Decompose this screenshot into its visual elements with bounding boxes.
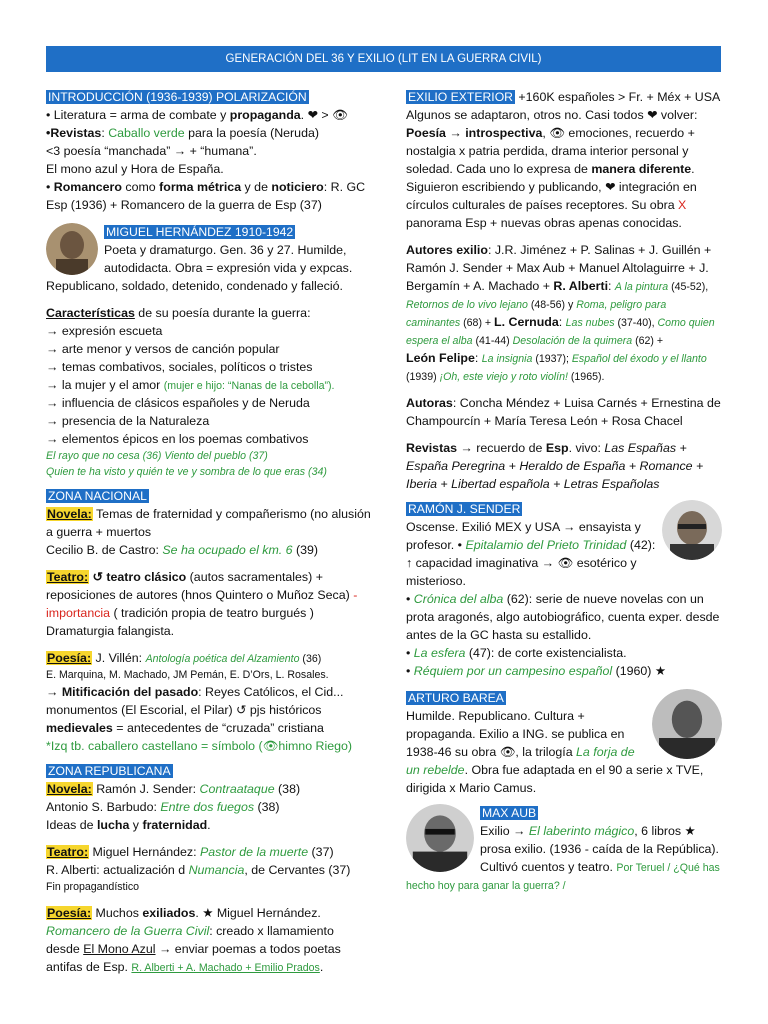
- text-green: Como quien espera el alba: [406, 317, 715, 347]
- intro-line: [46, 178, 371, 214]
- text-bold: propaganda: [229, 108, 301, 122]
- text-green: Las nubes: [565, 317, 615, 329]
- zona-nacional-header: ZONA NACIONAL: [48, 489, 147, 503]
- eye-icon: 👁: [557, 556, 574, 570]
- text: Ideas de: [46, 818, 97, 832]
- text-underline: El Mono Azul: [83, 942, 156, 956]
- aub-photo: [406, 804, 474, 872]
- text-bold: León Felipe: [406, 351, 475, 365]
- label-highlight: Novela:: [47, 507, 92, 521]
- eye-icon: 👁: [499, 745, 516, 759]
- text-green: R. Alberti + A. Machado + Emilio Prados: [131, 962, 320, 974]
- text: Antonio S. Barbudo:: [46, 800, 161, 814]
- sender-photo: [662, 500, 722, 560]
- text: para la poesía (Neruda): [184, 126, 319, 140]
- text: . vivo:: [568, 441, 605, 455]
- text-italic: Las Españas + España Peregrina + Heraldo de España + Romance + Iberia + Libertad española + Letras Españolas: [406, 441, 704, 491]
- text-green: Se ha ocupado el km. 6: [162, 543, 293, 557]
- text: . ★ Miguel Hernández.: [195, 906, 321, 920]
- heart-icon: ❤: [647, 108, 658, 122]
- sender-header: RAMÓN J. SENDER: [408, 502, 521, 516]
- characteristics-section: [46, 304, 371, 480]
- text: :: [474, 351, 482, 365]
- zn-novela: [46, 505, 371, 541]
- text: : creado x llamamiento desde: [46, 924, 334, 956]
- zr-teatro-note: Fin propagandístico: [46, 881, 140, 893]
- text: : Reyes Católicos, el Cid... monumentos (El Escorial, el Pilar) ↺ pjs históricos: [46, 685, 344, 717]
- text: :: [558, 315, 566, 329]
- eye-icon: 👁: [262, 739, 279, 753]
- text-green: A la pintura: [614, 281, 669, 293]
- text-green: (mujer e hijo: “Nanas de la cebolla”).: [163, 380, 335, 392]
- text: (68) +: [460, 317, 495, 329]
- text: :: [608, 279, 615, 293]
- text: esotérico y misterioso.: [406, 556, 637, 588]
- intro-line: [46, 106, 371, 124]
- barea-header: ARTURO BAREA: [408, 691, 504, 705]
- text-green: Réquiem por un campesino español: [413, 664, 613, 678]
- text-green: himno Riego): [278, 739, 353, 753]
- text: (62): serie de nueve novelas con un prota aragonés, algo autobiográfico, cuenta exper. desde antes de la GC hasta su estallido.: [406, 592, 720, 642]
- text: volver:: [657, 108, 698, 122]
- text: ( tradición propia de teatro burgués ): [110, 606, 314, 620]
- text-green: El laberinto mágico: [528, 824, 635, 838]
- heart-icon: ❤: [307, 108, 318, 122]
- miguel-hernandez-section: [46, 223, 371, 295]
- text: → la mujer y el amor: [46, 378, 164, 392]
- exilio-poesia: [406, 124, 722, 232]
- text: Cecilio B. de Castro:: [46, 543, 163, 557]
- eye-icon: 👁: [549, 126, 565, 140]
- zr-teatro-line: [46, 861, 371, 879]
- characteristics-title: [46, 304, 371, 322]
- text: (1937);: [532, 353, 572, 365]
- intro-line: El mono azul y Hora de España.: [46, 162, 224, 176]
- text: Exilio →: [480, 824, 529, 838]
- list-item: → expresión escueta: [46, 324, 163, 338]
- text-green: Antología poética del Alzamiento: [145, 653, 300, 665]
- right-column: [406, 88, 722, 894]
- text-green: Romancero de la Guerra Civil: [46, 924, 210, 938]
- text-bold: Autores exilio: [406, 243, 488, 257]
- zona-republicana-header: ZONA REPUBLICANA: [48, 764, 171, 778]
- text-green: Contraataque: [199, 782, 275, 796]
- zn-poesia: [46, 649, 371, 667]
- text-green: Por Teruel / ¿Qué has hecho hoy para ganar la guerra? /: [406, 862, 720, 892]
- text-bold: medievales: [46, 721, 113, 735]
- text: (48-56) y: [527, 299, 577, 311]
- text: panorama Esp + nuevas obras apenas conocidas.: [406, 216, 682, 230]
- text-green: Numancia: [188, 863, 245, 877]
- text: .: [300, 108, 308, 122]
- text: (37): [308, 845, 334, 859]
- revistas-text: [406, 439, 722, 493]
- intro-section: [46, 88, 371, 214]
- text: . Obra fue adaptada en el 90 a serie x TVE, dirigida x Mario Camus.: [406, 763, 704, 795]
- text-green: Crónica del alba: [413, 592, 504, 606]
- miguel-hernandez-header: MIGUEL HERNÁNDEZ 1910-1942: [106, 225, 294, 239]
- text-bold: Revistas: [406, 441, 457, 455]
- text: J. Villén:: [92, 651, 146, 665]
- exilio-header: EXILIO EXTERIOR: [408, 90, 513, 104]
- text: emociones, recuerdo + nostalgia x patria perdida, drama interior personal y soledad. Cada uno lo expresa de: [406, 126, 695, 176]
- autores-text: [406, 349, 722, 385]
- text-green: Retornos de lo vivo lejano: [406, 299, 528, 311]
- text: de su poesía durante la guerra:: [134, 306, 311, 320]
- exilio-section: [406, 88, 722, 232]
- aub-header: MAX AUB: [482, 806, 537, 820]
- list-item: [46, 376, 371, 394]
- text-green: Español del éxodo y el llanto: [571, 353, 707, 365]
- text-bold: Romancero: [53, 180, 122, 194]
- exilio-line: [406, 106, 722, 124]
- text: :: [101, 126, 109, 140]
- aub-section: [406, 804, 722, 894]
- exilio-line: [406, 88, 722, 106]
- label-highlight: Teatro:: [47, 570, 89, 584]
- text: , de Cervantes (37): [244, 863, 351, 877]
- text: (36): [299, 653, 322, 665]
- zr-novela-line: [46, 816, 371, 834]
- text: Oscense. Exilió MEX y USA → ensayista y profesor. •: [406, 520, 641, 552]
- text: ,: [542, 126, 550, 140]
- label-highlight: Poesía:: [47, 651, 92, 665]
- text: •: [46, 180, 54, 194]
- text: : J.R. Jiménez + P. Salinas + J. Guillén + Ramón J. Sender + Max Aub + Manuel Altolaguirre + J. Bergamín + A. Machado +: [406, 243, 712, 293]
- text-green: La insignia: [481, 353, 533, 365]
- heart-icon: ❤: [605, 180, 616, 194]
- label-highlight: Novela:: [47, 782, 92, 796]
- list-item: → influencia de clásicos españoles y de Neruda: [46, 396, 310, 410]
- text: (38): [274, 782, 301, 796]
- text: >: [317, 108, 333, 122]
- text-bold: Autoras: [406, 396, 453, 410]
- text: (47): de corte existencialista.: [465, 646, 627, 660]
- zona-nacional-section: [46, 487, 371, 755]
- works-line: Quien te ha visto y quién te ve y sombra de lo que eras (34): [46, 466, 327, 478]
- page-title: [46, 46, 721, 72]
- text: • Literatura = arma de combate y: [46, 108, 230, 122]
- zr-teatro: [46, 843, 371, 861]
- text: . Siguieron escribiendo y publicando,: [406, 162, 695, 194]
- text: : Concha Méndez + Luisa Carnés + Ernestina de Champourcín + María Teresa León + Rosa Chacel: [406, 396, 721, 428]
- sender-text: [406, 554, 722, 590]
- text-green: La forja de un rebelde: [406, 745, 635, 777]
- zn-poesia-note: [46, 737, 371, 755]
- text: ↑ capacidad imaginativa →: [406, 556, 558, 570]
- text: : R. GC Esp (1936) + Romancero de la guerra de Esp (37): [46, 180, 366, 212]
- text-red: - importancia: [46, 588, 358, 620]
- label-highlight: Teatro:: [47, 845, 89, 859]
- text: (42):: [626, 538, 656, 552]
- text-bold: lucha: [96, 818, 130, 832]
- page-title-text: GENERACIÓN DEL 36 Y EXILIO (LIT EN LA GUERRA CIVIL): [225, 53, 542, 65]
- zn-poesia-authors: E. Marquina, M. Machado, JM Pemán, E. D’Ors, L. Rosales.: [46, 669, 329, 681]
- zn-novela-line: [46, 541, 371, 559]
- text: y: [129, 818, 143, 832]
- text-green: ¡Oh, este viejo y roto violín!: [439, 371, 568, 383]
- text: → recuerdo de: [456, 441, 546, 455]
- text-bold: Esp: [545, 441, 569, 455]
- miguel-hernandez-photo: [46, 223, 98, 275]
- text-green: Pastor de la muerte: [199, 845, 309, 859]
- text: → enviar poemas a todos poetas antifas de Esp.: [46, 942, 341, 974]
- text: Muchos: [92, 906, 143, 920]
- text: (1965).: [567, 371, 605, 383]
- text-red: X: [678, 198, 687, 212]
- sender-text: [406, 644, 722, 662]
- text: •: [406, 664, 414, 678]
- intro-header: INTRODUCCIÓN (1936-1939) POLARIZACIÓN: [48, 90, 307, 104]
- text-bold: Mitificación del pasado: [61, 685, 199, 699]
- text: +160K españoles > Fr. + Méx + USA: [514, 90, 721, 104]
- text: como: [121, 180, 160, 194]
- text-green: Epitalamio del Prieto Trinidad: [465, 538, 627, 552]
- text-bold: R. Alberti: [553, 279, 609, 293]
- text-bold: manera diferente: [591, 162, 692, 176]
- zona-republicana-section: [46, 762, 371, 976]
- barea-section: [406, 689, 722, 797]
- text: (1939): [406, 371, 440, 383]
- text: (38): [254, 800, 280, 814]
- arrow-icon: →: [46, 685, 62, 699]
- text-green: Desolación de la quimera: [512, 335, 633, 347]
- text: (37-40),: [614, 317, 658, 329]
- zr-novela-line: [46, 798, 371, 816]
- autores-text: [406, 241, 722, 349]
- text: .: [207, 818, 211, 832]
- text: Humilde. Republicano. Cultura + propaganda. Exilio a ING. se publica en 1938-46 su obra: [406, 709, 625, 759]
- text-green: *Izq tb. caballero castellano = símbolo (: [46, 739, 263, 753]
- text: , la trilogía: [515, 745, 577, 759]
- list-item: → elementos épicos en los poemas combativos: [46, 432, 309, 446]
- text-bold: fraternidad: [142, 818, 208, 832]
- intro-line: <3 poesía “manchada” → + “humana”.: [46, 144, 257, 158]
- text: (1960) ★: [612, 664, 666, 678]
- text: (39): [292, 543, 319, 557]
- text-bold: L. Cernuda: [494, 315, 559, 329]
- text-bold: Características: [46, 306, 135, 320]
- zn-poesia-line: [46, 683, 371, 737]
- barea-photo: [652, 689, 722, 759]
- list-item: → temas combativos, sociales, políticos o tristes: [46, 360, 313, 374]
- text-green: Caballo verde: [108, 126, 185, 140]
- text: , 6 libros ★ prosa exilio. (1936 - caída de la República). Cultivó cuentos y teatro.: [480, 824, 719, 874]
- text-bold: ↺ teatro clásico: [89, 570, 187, 584]
- text: .: [319, 960, 324, 974]
- text: (45-52),: [668, 281, 709, 293]
- left-column: [46, 88, 371, 976]
- text-green: La esfera: [413, 646, 466, 660]
- miguel-hernandez-text: Poeta y dramaturgo. Gen. 36 y 27. Humilde, autodidacta. Obra = expresión vida y expcas. Republicano, soldado, detenido, condenado y falleció.: [46, 243, 353, 293]
- text-green: Entre dos fuegos: [160, 800, 255, 814]
- text: Miguel Hernández:: [89, 845, 200, 859]
- sender-text: [406, 590, 722, 644]
- text: R. Alberti: actualización d: [46, 863, 189, 877]
- zr-poesia-line: [46, 922, 371, 976]
- zr-poesia: [46, 904, 371, 922]
- sender-section: [406, 500, 722, 680]
- zn-teatro: [46, 568, 371, 622]
- text: = antecedentes de “cruzada” cristiana: [112, 721, 324, 735]
- zr-novela: [46, 780, 371, 798]
- text-bold: Poesía → introspectiva: [406, 126, 543, 140]
- text-bold: forma métrica: [159, 180, 242, 194]
- text: •: [406, 592, 414, 606]
- text-bold: noticiero: [271, 180, 324, 194]
- text: Temas de fraternidad y compañerismo (no alusión a guerra + muertos: [46, 507, 371, 539]
- zn-teatro-line: Dramaturgia falangista.: [46, 624, 175, 638]
- label-highlight: Poesía:: [47, 906, 92, 920]
- list-item: → arte menor y versos de canción popular: [46, 342, 280, 356]
- eye-icon: 👁: [332, 108, 348, 122]
- intro-line: [46, 124, 371, 142]
- text: y de: [241, 180, 272, 194]
- text: (41-44): [472, 335, 513, 347]
- text: (autos sacramentales) + reposiciones de autores (hnos Quintero o Muñoz Seca): [46, 570, 350, 602]
- autoras-text: [406, 394, 722, 430]
- text: •: [406, 646, 414, 660]
- text: (62) +: [632, 335, 664, 347]
- text-bold: •Revistas: [46, 126, 102, 140]
- text: integración en círculos culturales de países receptores. Su obra: [406, 180, 697, 212]
- works-line: El rayo que no cesa (36) Viento del pueblo (37): [46, 450, 268, 462]
- sender-text: [406, 662, 722, 680]
- text: Algunos se adaptaron, otros no. Casi todos: [406, 108, 648, 122]
- autores-section: [406, 241, 722, 385]
- text-green: Roma, peligro para caminantes: [406, 299, 667, 329]
- text-bold: exiliados: [142, 906, 196, 920]
- text: Ramón J. Sender:: [92, 782, 200, 796]
- list-item: → presencia de la Naturaleza: [46, 414, 210, 428]
